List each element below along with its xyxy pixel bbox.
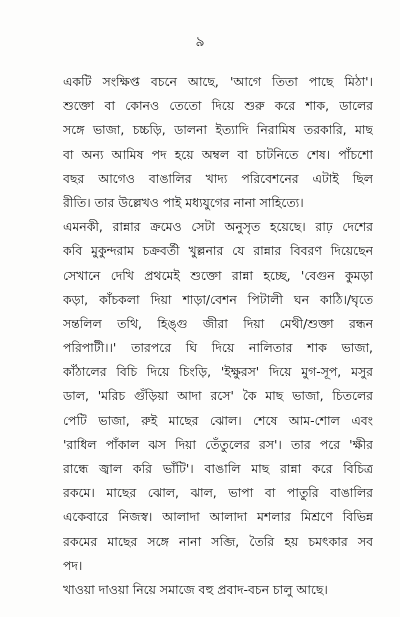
- text-line: একেবারে নিজস্ব। আলাদা আলাদা মশলার মিশ্রণে বিভিন্ন: [63, 509, 373, 525]
- text-line: সেখানে দেখি প্রথমেই শুক্তো রান্না হচ্ছে, 'বেগুন কুমড়া: [63, 267, 373, 283]
- text-line: একটি সংক্ষিপ্ত বচনে আছে, 'আগে তিতা পাছে মিঠা'।: [63, 74, 373, 89]
- text-line: 'রাধিল পাঁকাল ঝস দিয়া তেঁতুলের রস'। তার পরে 'ক্ষীর: [63, 436, 373, 452]
- text-line: পেটি ভাজা, রুই মাছের ঝোল। শেষে আম-শোল এবং: [63, 412, 373, 428]
- page-number: ৯: [195, 34, 205, 50]
- text-line: এমনকী, রান্নার ক্রমেও সেটা অনুসৃত হয়েছে। রাঢ় দেশের: [63, 219, 373, 235]
- text-line: পরিপাটী।।' তারপরে ঘি দিয়ে নালিতার শাক ভাজা,: [63, 340, 373, 356]
- text-line: রকমে। মাছের ঝোল, ঝাল, ভাপা বা পাতুরি বাঙালির: [63, 485, 373, 501]
- text-line: সন্তলিল তথি, হিঙ্গু জীরা দিয়া মেথী/শুক্তা রন্ধন: [63, 315, 373, 331]
- text-line: কাঁঠালের বিচি দিয়ে চিংড়ি, 'ইক্ষুরস' দিয়ে মুগ-সূপ, মসুর: [63, 364, 373, 380]
- text-line: বা অন্য আমিষ পদ হয়ে অম্বল বা চাটনিতে শেষ। পাঁচশো: [63, 146, 373, 162]
- text-line: কড়া, কাঁচকলা দিয়া শাড়া/বেশন পিটালী ঘন কাঠি।/ঘৃতে: [63, 291, 373, 307]
- text-line: কবি মুকুন্দরাম চক্রবর্তী খুল্লনার যে রান্নার বিবরণ দিয়েছেন: [63, 243, 373, 259]
- text-line: বছর আগেও বাঙালির খাদ্য পরিবেশনের এটাই ছিল: [63, 170, 373, 186]
- text-line: সঙ্গে ভাজা, চচ্চড়ি, ডালনা ইত্যাদি নিরামিষ তরকারি, মাছ: [63, 122, 373, 138]
- text-line: ডাল, 'মরিচ গুঁড়িয়া আদা রসে' কৈ মাছ ভাজা, চিতলের: [63, 388, 373, 404]
- text-line: রকমের মাছের সঙ্গে নানা সব্জি, তৈরি হয় চমৎকার সব: [63, 533, 373, 549]
- text-line: রীতি। তার উল্লেখও পাই মধ্যযুগের নানা সাহিত্যে।: [63, 194, 304, 210]
- body-text: [63, 70, 373, 602]
- text-line: পদ।: [63, 557, 83, 573]
- text-line: খাওয়া দাওয়া নিয়ে সমাজে বহু প্রবাদ-বচন চালু আছে।: [63, 581, 328, 597]
- text-line: শুক্তো বা কোনও তেতো দিয়ে শুরু করে শাক, ডালের: [63, 98, 373, 114]
- text-line: রান্ধে জ্বাল করি ভাঁটি'। বাঙালি মাছ রান্না করে বিচিত্র: [63, 461, 373, 476]
